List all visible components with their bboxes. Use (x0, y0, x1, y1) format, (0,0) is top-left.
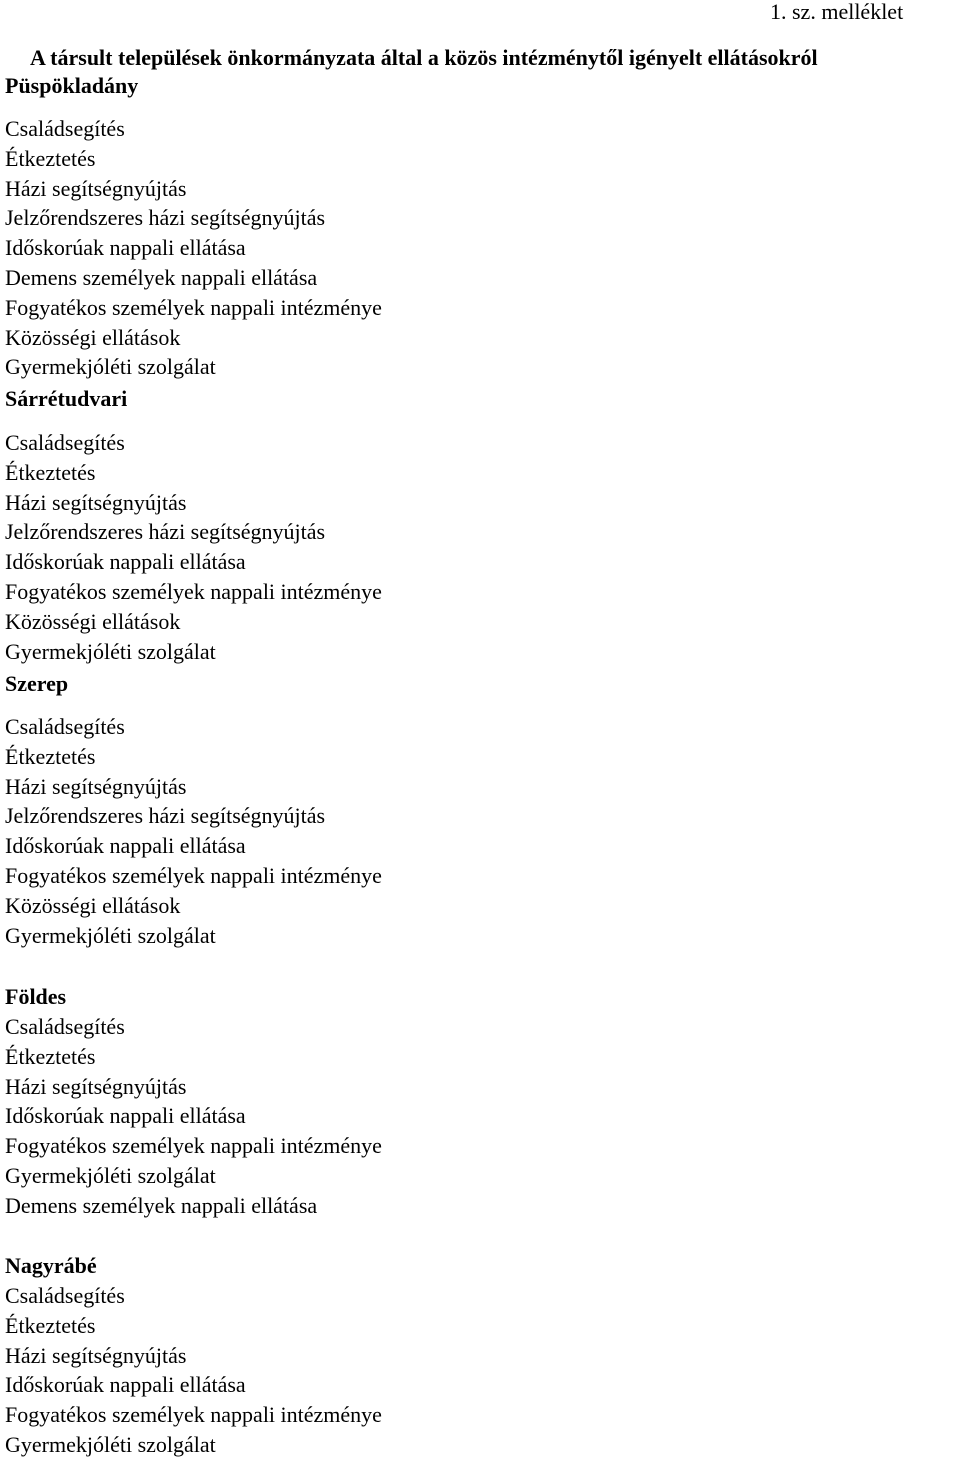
service-item: Demens személyek nappali ellátása (5, 1192, 318, 1218)
service-item: Időskorúak nappali ellátása (5, 235, 246, 261)
service-list (5, 712, 382, 950)
service-item: Időskorúak nappali ellátása (5, 833, 246, 859)
service-item: Étkeztetés (5, 459, 96, 485)
service-item: Gyermekjóléti szolgálat (5, 638, 216, 664)
service-item: Időskorúak nappali ellátása (5, 1372, 246, 1398)
service-item: Fogyatékos személyek nappali intézménye (5, 862, 382, 888)
service-item: Házi segítségnyújtás (5, 1073, 187, 1099)
service-item: Családsegítés (5, 116, 125, 141)
service-item: Közösségi ellátások (5, 608, 181, 634)
municipality-heading: Püspökladány (5, 73, 139, 98)
service-item: Gyermekjóléti szolgálat (5, 1431, 216, 1457)
service-item: Jelzőrendszeres házi segítségnyújtás (5, 205, 326, 231)
municipality-section-foldes (5, 982, 382, 1221)
municipality-section-sarretudvari (5, 384, 382, 666)
service-item: Étkeztetés (5, 1312, 96, 1338)
service-item: Közösségi ellátások (5, 892, 181, 918)
service-list (5, 1281, 382, 1460)
service-item: Demens személyek nappali ellátása (5, 264, 318, 290)
service-list (5, 1012, 382, 1221)
service-item: Időskorúak nappali ellátása (5, 1103, 246, 1129)
service-item: Házi segítségnyújtás (5, 773, 187, 799)
municipality-section-nagyrabe (5, 1251, 382, 1460)
service-item: Étkeztetés (5, 743, 96, 769)
service-item: Közösségi ellátások (5, 324, 181, 350)
municipality-heading: Sárrétudvari (5, 386, 128, 411)
service-item: Jelzőrendszeres házi segítségnyújtás (5, 519, 326, 545)
municipality-heading: Nagyrábé (5, 1253, 97, 1278)
municipality-heading: Földes (5, 984, 67, 1009)
service-item: Gyermekjóléti szolgálat (5, 1162, 216, 1188)
service-item: Házi segítségnyújtás (5, 1342, 187, 1368)
service-item: Időskorúak nappali ellátása (5, 549, 246, 575)
service-item: Családsegítés (5, 1014, 125, 1039)
annex-label: 1. sz. melléklet (770, 0, 904, 24)
service-item: Fogyatékos személyek nappali intézménye (5, 294, 382, 320)
service-item: Fogyatékos személyek nappali intézménye (5, 1402, 382, 1428)
municipality-section-szerep (5, 669, 382, 950)
service-item: Házi segítségnyújtás (5, 489, 187, 515)
service-item: Fogyatékos személyek nappali intézménye (5, 1133, 382, 1159)
service-item: Családsegítés (5, 714, 125, 739)
service-item: Családsegítés (5, 1283, 125, 1308)
service-item: Gyermekjóléti szolgálat (5, 922, 216, 948)
service-item: Fogyatékos személyek nappali intézménye (5, 578, 382, 604)
municipality-heading: Szerep (5, 671, 69, 696)
document-title: A társult települések önkormányzata által a közös intézménytől igényelt ellátásokról (30, 44, 818, 70)
service-item: Jelzőrendszeres házi segítségnyújtás (5, 803, 326, 829)
service-item: Családsegítés (5, 430, 125, 455)
municipality-section-puspokladany (5, 71, 382, 382)
service-item: Étkeztetés (5, 145, 96, 171)
service-item: Étkeztetés (5, 1043, 96, 1069)
service-item: Gyermekjóléti szolgálat (5, 354, 216, 380)
service-list (5, 114, 382, 382)
service-item: Házi segítségnyújtás (5, 175, 187, 201)
service-list (5, 428, 382, 666)
